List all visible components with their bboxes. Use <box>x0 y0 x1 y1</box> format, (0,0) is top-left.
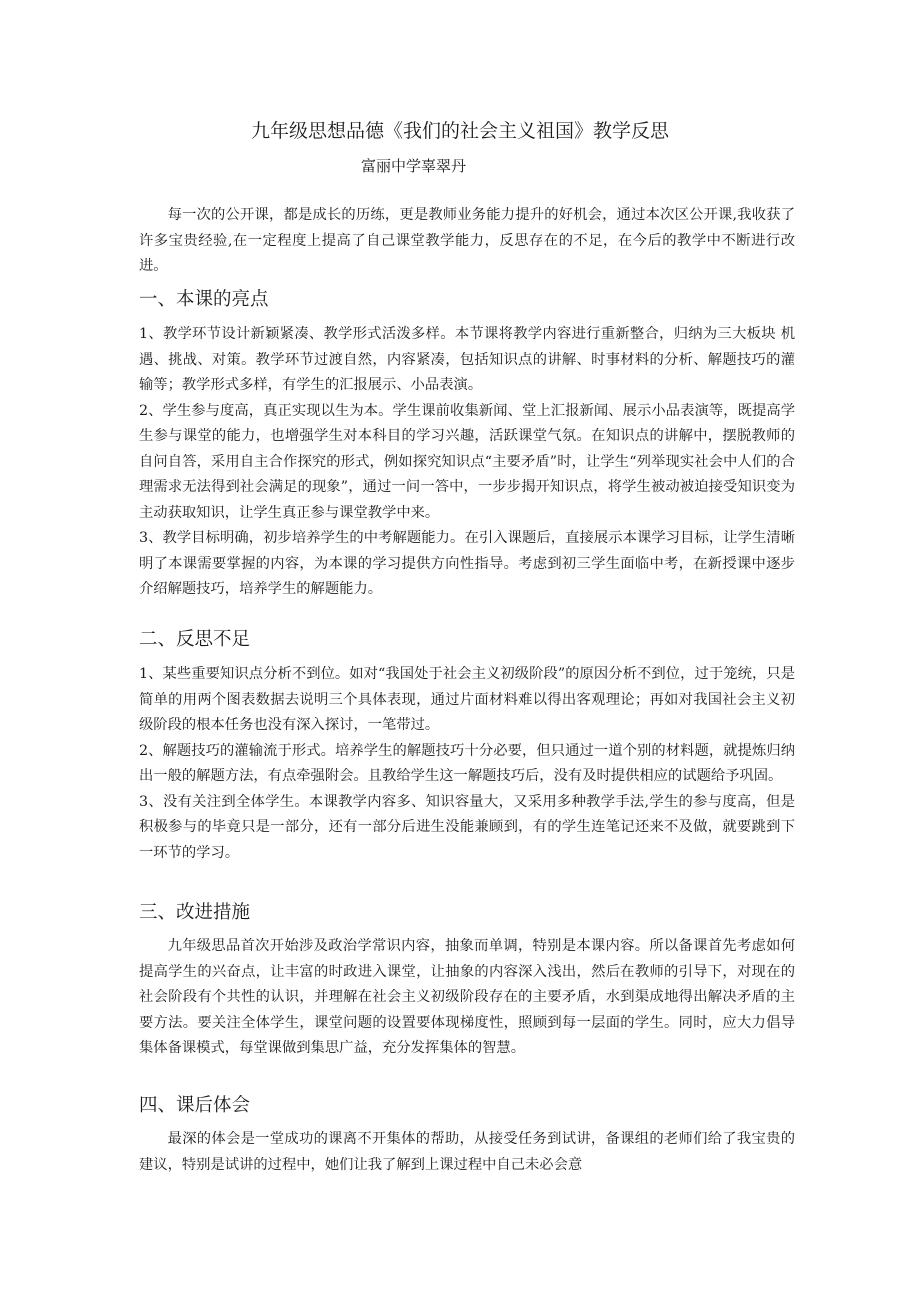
section-body-4 <box>139 1127 795 1178</box>
section-body-3 <box>139 934 795 1062</box>
intro-paragraph <box>139 203 795 280</box>
paragraph: 3、教学目标明确，初步培养学生的中考解题能力。在引入课题后，直接展示本课学习目标，让学生清晰明了本课需要掌握的内容，为本课的学习提供方向性指导。考虑到初三学生面临中考，在新授课中逐步介绍解题技巧，培养学生的解题能力。 <box>139 530 795 597</box>
section-heading-1: 一、本课的亮点 <box>139 289 269 310</box>
paragraph: 每一次的公开课，都是成长的历练，更是教师业务能力提升的好机会，通过本次区公开课,我收获了许多宝贵经验,在一定程度上提高了自己课堂教学能力，反思存在的不足，在今后的教学中不断进行改进。 <box>139 207 795 274</box>
paragraph: 最深的体会是一堂成功的课离不开集体的帮助，从接受任务到试讲，备课组的老师们给了我宝贵的建议，特别是试讲的过程中，她们让我了解到上课过程中自己未必会意 <box>139 1131 795 1173</box>
document-title: 九年级思想品德《我们的社会主义祖国》教学反思 <box>250 120 669 142</box>
paragraph: 1、教学环节设计新颖紧凑、教学形式活泼多样。本节课将教学内容进行重新整合，归纳为三大板块 机遇、挑战、对策。教学环节过渡自然，内容紧凑，包括知识点的讲解、时事材料的分析、解题技巧的灌输等；教学形式多样，有学生的汇报展示、小品表演。 <box>139 326 795 393</box>
section-heading-4: 四、课后体会 <box>139 1095 251 1116</box>
paragraph: 2、学生参与度高，真正实现以生为本。学生课前收集新闻、堂上汇报新闻、展示小品表演等，既提高学生参与课堂的能力，也增强学生对本科目的学习兴趣，活跃课堂气氛。在知识点的讲解中，摆脱教师的自问自答，采用自主合作探究的形式，例如探究知识点“主要矛盾”时，让学生“列举现实社会中人们的合理需求无法得到社会满足的现象”，通过一问一答中，一步步揭开知识点，将学生被动被迫接受知识变为主动获取知识，让学生真正参与课堂教学中来。 <box>139 402 795 521</box>
author-line: 富丽中学辜翠丹 <box>361 157 467 175</box>
paragraph: 3、没有关注到全体学生。本课教学内容多、知识容量大，又采用多种教学手法,学生的参与度高，但是积极参与的毕竟只是一部分，还有一部分后进生没能兼顾到，有的学生连笔记还来不及做，就要跳到下一环节的学习。 <box>139 793 795 861</box>
section-body-2 <box>139 662 795 866</box>
paragraph: 1、某些重要知识点分析不到位。如对“我国处于社会主义初级阶段”的原因分析不到位，过于笼统，只是简单的用两个图表数据去说明三个具体表现，通过片面材料难以得出客观理论；再如对我国社会主义初级阶段的根本任务也没有深入探讨，一笔带过。 <box>139 666 795 733</box>
paragraph: 九年级思品首次开始涉及政治学常识内容，抽象而单调，特别是本课内容。所以备课首先考虑如何提高学生的兴奋点，让丰富的时政进入课堂，让抽象的内容深入浅出，然后在教师的引导下，对现在的社会阶段有个共性的认识，并理解在社会主义初级阶段存在的主要矛盾，水到渠成地得出解决矛盾的主要方法。要关注全体学生，课堂问题的设置要体现梯度性，照顾到每一层面的学生。同时，应大力倡导集体备课模式，每堂课做到集思广益，充分发挥集体的智慧。 <box>139 938 795 1056</box>
section-body-1 <box>139 322 795 603</box>
section-heading-2: 二、反思不足 <box>139 629 251 650</box>
paragraph: 2、解题技巧的灌输流于形式。培养学生的解题技巧十分必要，但只通过一道个别的材料题，就提炼归纳出一般的解题方法，有点牵强附会。且教给学生这一解题技巧后，没有及时提供相应的试题给予巩固。 <box>139 742 795 784</box>
section-heading-3: 三、改进措施 <box>139 902 251 923</box>
